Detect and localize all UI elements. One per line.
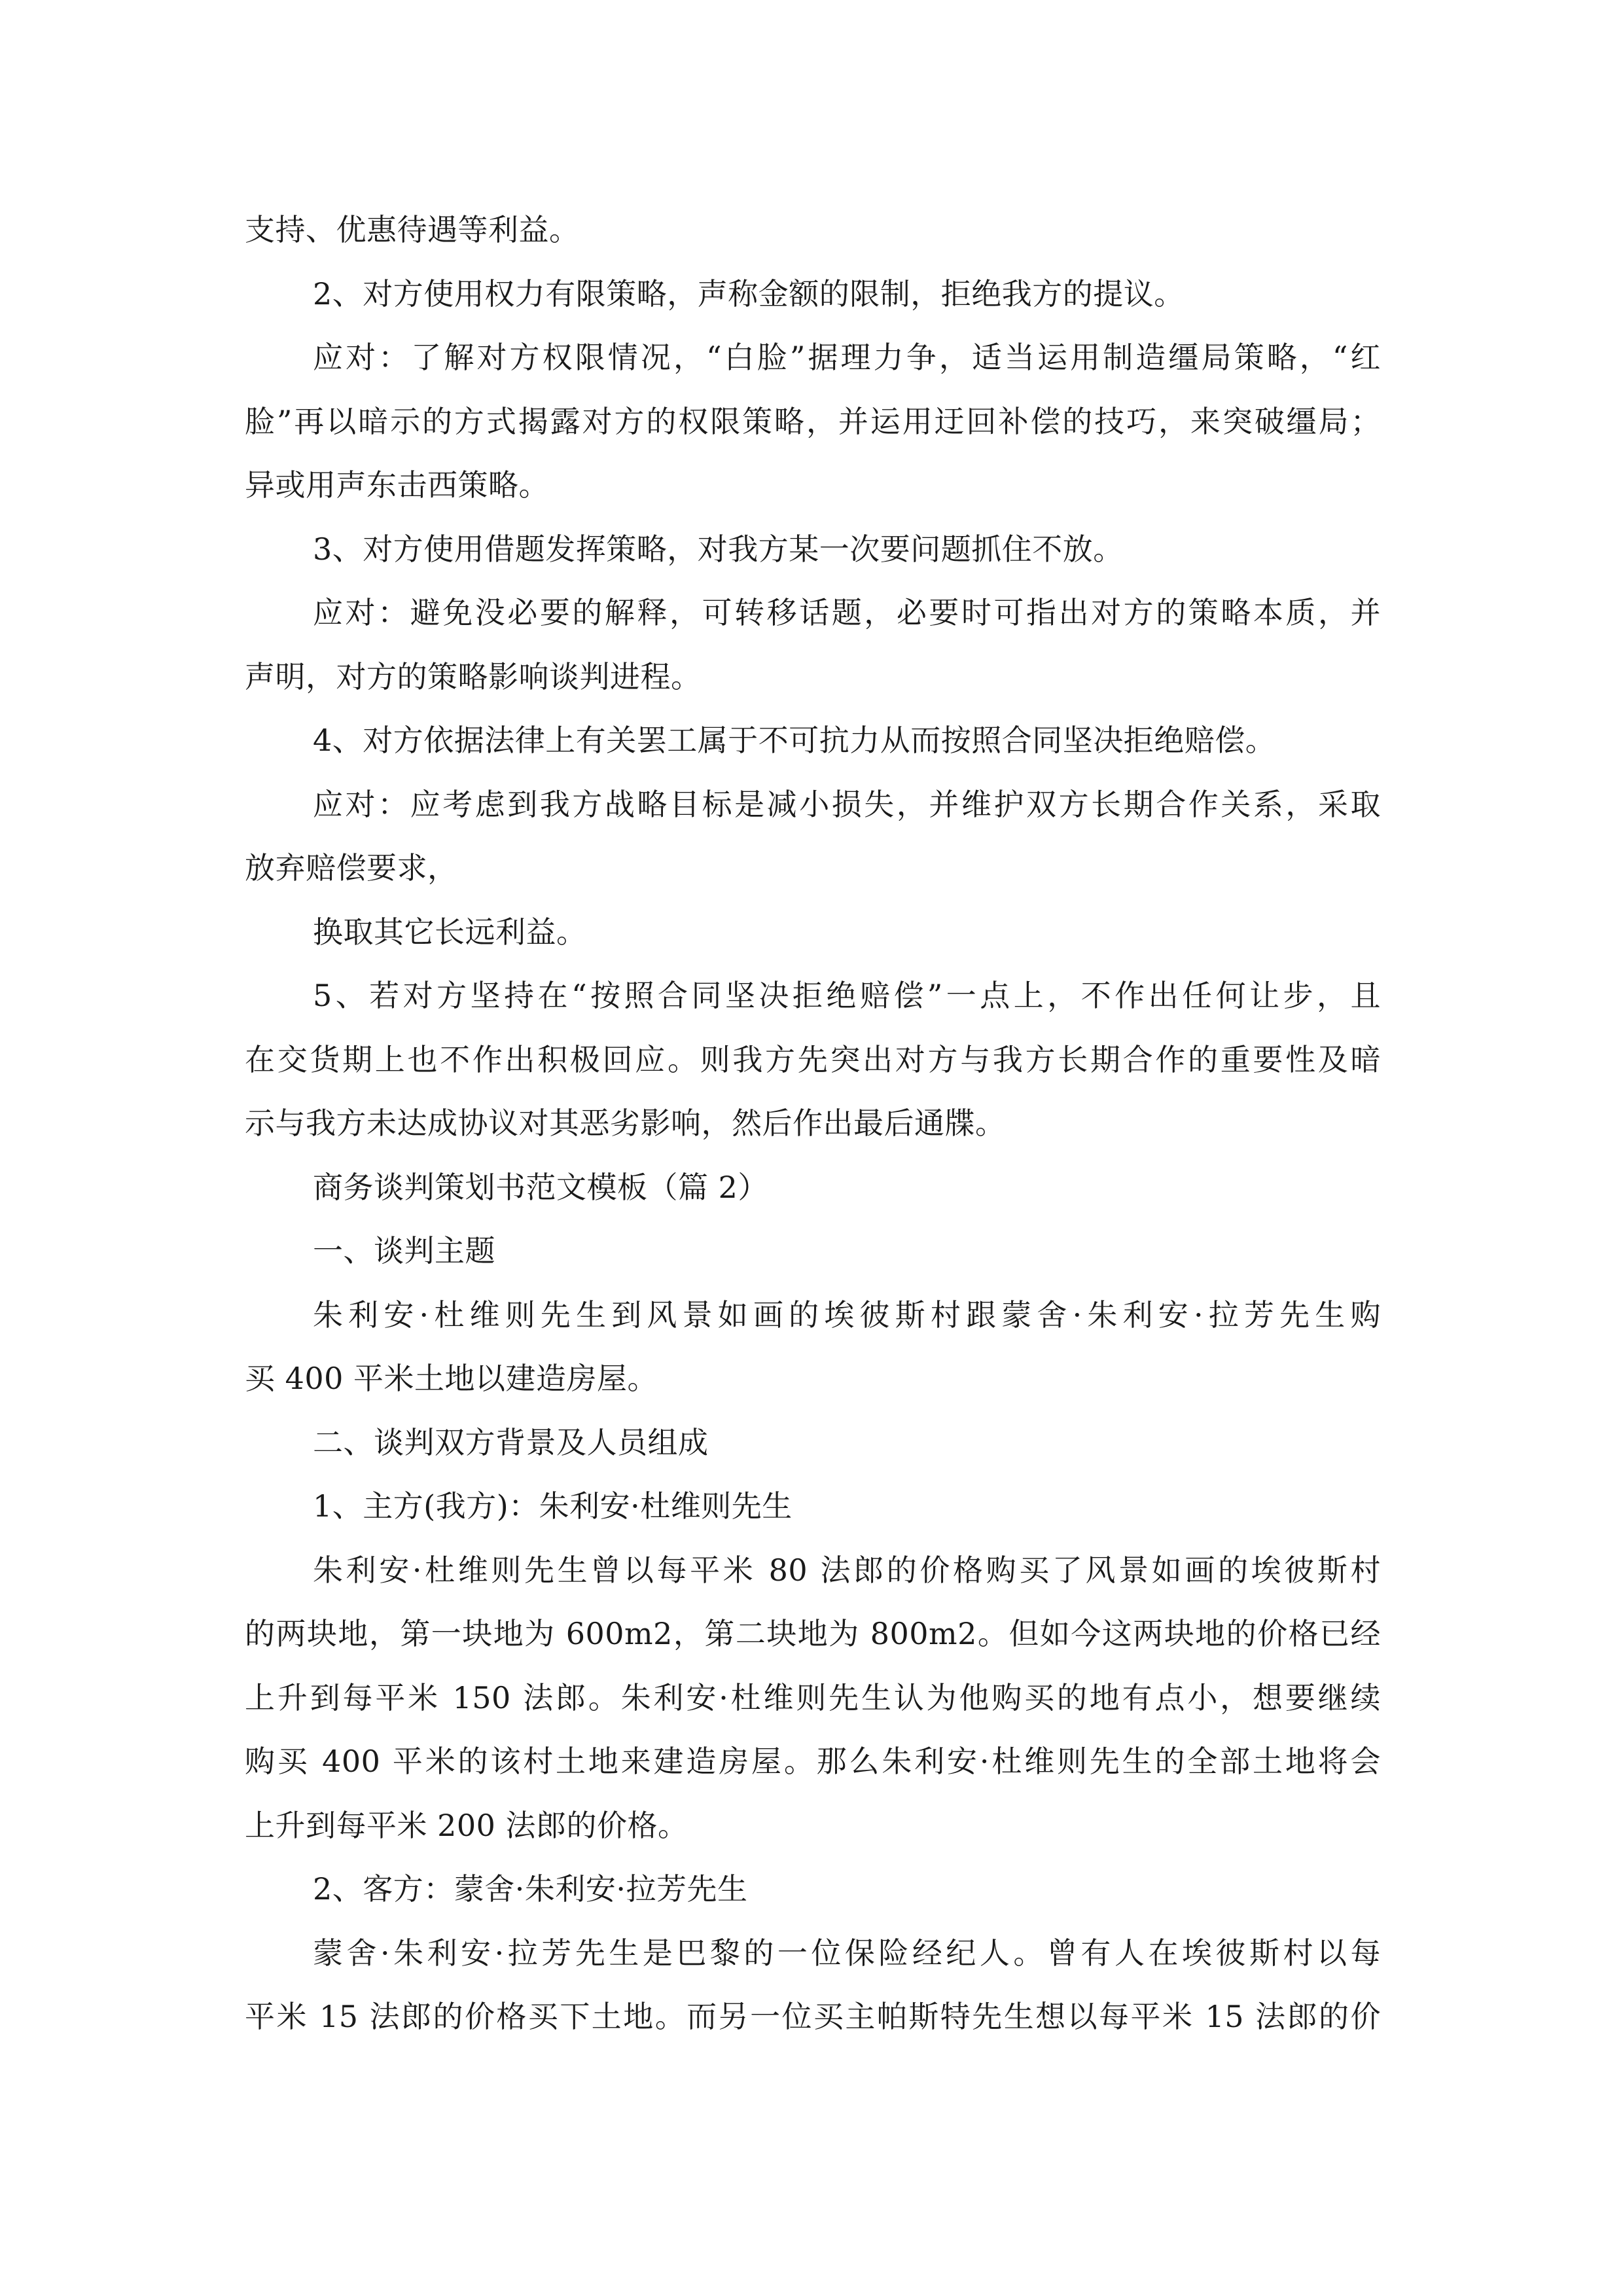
text-line: 蒙舍·朱利安·拉芳先生是巴黎的一位保险经纪人。曾有人在埃彼斯村以每 [313, 1935, 1381, 1971]
text-line: 2、对方使用权力有限策略，声称金额的限制，拒绝我方的提议。 [313, 276, 1185, 312]
text-line: 1、主方(我方)：朱利安·杜维则先生 [313, 1488, 793, 1524]
text-line: 的两块地，第一块地为 600m2，第二块地为 800m2。但如今这两块地的价格已经 [245, 1616, 1381, 1651]
text-line: 朱利安·杜维则先生到风景如画的埃彼斯村跟蒙舍·朱利安·拉芳先生购 [313, 1297, 1381, 1333]
text-line: 一、谈判主题 [313, 1233, 495, 1268]
text-line: 2、客方：蒙舍·朱利安·拉芳先生 [313, 1871, 748, 1907]
text-line: 商务谈判策划书范文模板（篇 2） [313, 1169, 768, 1205]
text-line: 支持、优惠待遇等利益。 [245, 212, 580, 247]
text-line: 应对：了解对方权限情况，“白脸”据理力争，适当运用制造缰局策略，“红 [313, 340, 1381, 375]
text-line: 脸”再以暗示的方式揭露对方的权限策略，并运用迂回补偿的技巧，来突破缰局； [245, 403, 1381, 439]
text-line: 换取其它长远利益。 [313, 914, 587, 950]
text-line: 应对：应考虑到我方战略目标是减小损失，并维护双方长期合作关系，采取 [313, 786, 1381, 822]
text-line: 买 400 平米土地以建造房屋。 [245, 1361, 658, 1396]
text-line: 5、若对方坚持在“按照合同坚决拒绝赔偿”一点上，不作出任何让步，且 [313, 978, 1381, 1013]
text-line: 朱利安·杜维则先生曾以每平米 80 法郎的价格购买了风景如画的埃彼斯村 [313, 1552, 1381, 1588]
text-line: 示与我方未达成协议对其恶劣影响，然后作出最后通牒。 [245, 1105, 1006, 1141]
document-body [245, 198, 1381, 2049]
text-line: 异或用声东击西策略。 [245, 467, 549, 503]
text-line: 在交货期上也不作出积极回应。则我方先突出对方与我方长期合作的重要性及暗 [245, 1041, 1381, 1077]
text-line: 声明，对方的策略影响谈判进程。 [245, 658, 702, 694]
text-line: 二、谈判双方背景及人员组成 [313, 1424, 709, 1460]
text-line: 购买 400 平米的该村土地来建造房屋。那么朱利安·杜维则先生的全部土地将会 [245, 1744, 1381, 1779]
text-line: 应对：避免没必要的解释，可转移话题，必要时可指出对方的策略本质，并 [313, 595, 1381, 630]
text-line: 3、对方使用借题发挥策略，对我方某一次要问题抓住不放。 [313, 531, 1124, 567]
text-line: 放弃赔偿要求， [245, 850, 458, 886]
text-line: 平米 15 法郎的价格买下土地。而另一位买主帕斯特先生想以每平米 15 法郎的价 [245, 1999, 1381, 2034]
text-line: 上升到每平米 200 法郎的价格。 [245, 1807, 688, 1843]
text-line: 上升到每平米 150 法郎。朱利安·杜维则先生认为他购买的地有点小，想要继续 [245, 1679, 1381, 1715]
text-line: 4、对方依据法律上有关罢工属于不可抗力从而按照合同坚决拒绝赔偿。 [313, 723, 1276, 758]
